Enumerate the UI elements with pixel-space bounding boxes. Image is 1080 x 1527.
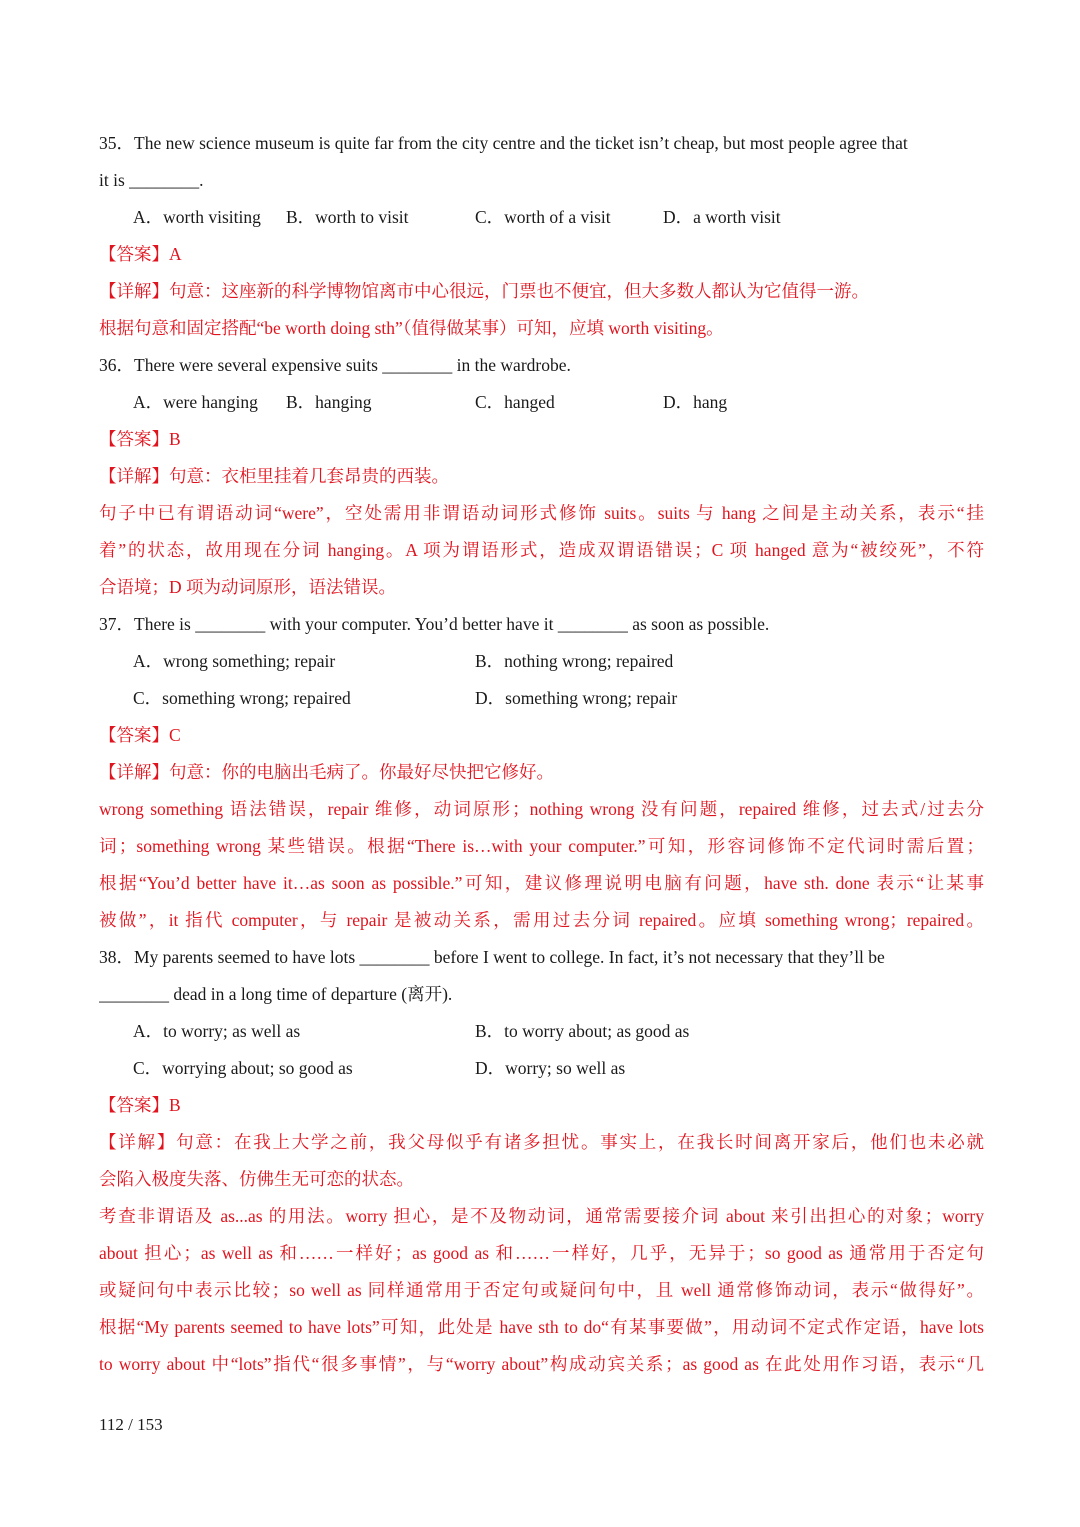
explanation-line: 考查非谓语及 as...as 的用法。worry 担心，是不及物动词，通常需要接介词 about 来引出担心的对象；worry — [99, 1206, 984, 1226]
option-row — [99, 1013, 984, 1050]
option-c: C．worrying about; so good as — [133, 1058, 353, 1078]
question-stem: 36．There were several expensive suits ________ in the wardrobe. — [99, 355, 571, 375]
explanation-line: 【详解】句意：这座新的科学博物馆离市中心很远，门票也不便宜，但大多数人都认为它值得一游。 — [99, 281, 869, 301]
explanation-line: 着”的状态，故用现在分词 hanging。A 项为谓语形式，造成双谓语错误；C 项 hanged 意为“被绞死”，不符 — [99, 540, 984, 560]
answer-line: 【答案】B — [99, 1095, 181, 1115]
explanation-line: about 担心；as well as 和……一样好；as good as 和……一样好，几乎，无异于；so good as 通常用于否定句 — [99, 1243, 984, 1263]
option-b: B．to worry about; as good as — [475, 1021, 690, 1041]
question-stem: 38．My parents seemed to have lots ________ before I went to college. In fact, it’s not necessary that they’ll be — [99, 947, 885, 967]
explanation-line: 根据“You’d better have it…as soon as possible.”可知，建议修理说明电脑有问题，have sth. done 表示“让某事 — [99, 873, 984, 893]
option-row — [99, 1050, 984, 1087]
question-stem: it is ________. — [99, 170, 204, 190]
explanation-line: 词；something wrong 某些错误。根据“There is…with your computer.”可知，形容词修饰不定代词时需后置； — [99, 836, 984, 856]
option-c: C．something wrong; repaired — [133, 688, 351, 708]
question-stem: 35．The new science museum is quite far from the city centre and the ticket isn’t cheap, but most people agree that — [99, 133, 908, 153]
option-row — [99, 680, 984, 717]
option-row — [99, 199, 984, 236]
option-b: B．nothing wrong; repaired — [475, 651, 674, 671]
question-list — [99, 125, 984, 1383]
answer-line: 【答案】A — [99, 244, 182, 264]
explanation-line: 根据“My parents seemed to have lots”可知，此处是 have sth to do“有某事要做”，用动词不定式作定语，have lots — [99, 1317, 984, 1337]
option-d: D．hang — [663, 392, 728, 412]
explanation-line: 句子中已有谓语动词“were”，空处需用非谓语动词形式修饰 suits。suits 与 hang 之间是主动关系，表示“挂 — [99, 503, 984, 523]
option-d: D．something wrong; repair — [475, 688, 678, 708]
option-c: C．hanged — [475, 392, 555, 412]
option-a: A．were hanging — [133, 392, 258, 412]
explanation-line: 或疑问句中表示比较；so well as 同样通常用于否定句或疑问句中，且 well 通常修饰动词，表示“做得好”。 — [99, 1280, 984, 1300]
option-c: C．worth of a visit — [475, 207, 611, 227]
explanation-line: 会陷入极度失落、仿佛生无可恋的状态。 — [99, 1169, 414, 1189]
explanation-line: 合语境；D 项为动词原形，语法错误。 — [99, 577, 397, 597]
explanation-line: 【详解】句意：你的电脑出毛病了。你最好尽快把它修好。 — [99, 762, 554, 782]
question-stem: ________ dead in a long time of departure (离开). — [99, 984, 453, 1004]
option-b: B．worth to visit — [286, 207, 409, 227]
explanation-line: to worry about 中“lots”指代“很多事情”，与“worry about”构成动宾关系；as good as 在此处用作习语，表示“几 — [99, 1354, 984, 1374]
option-a: A．wrong something; repair — [133, 651, 336, 671]
option-a: A．worth visiting — [133, 207, 261, 227]
option-b: B．hanging — [286, 392, 372, 412]
option-a: A．to worry; as well as — [133, 1021, 301, 1041]
explanation-line: 【详解】句意：在我上大学之前，我父母似乎有诸多担忧。事实上，在我长时间离开家后，他们也未必就 — [99, 1132, 984, 1152]
answer-line: 【答案】B — [99, 429, 181, 449]
option-d: D．worry; so well as — [475, 1058, 626, 1078]
option-row — [99, 643, 984, 680]
option-d: D．a worth visit — [663, 207, 781, 227]
explanation-line: 被做”，it 指代 computer，与 repair 是被动关系，需用过去分词 repaired。应填 something wrong；repaired。 — [99, 910, 984, 930]
explanation-line: 根据句意和固定搭配“be worth doing sth”（值得做某事）可知，应填 worth visiting。 — [99, 318, 724, 338]
question-stem: 37．There is ________ with your computer. You’d better have it ________ as soon as possible. — [99, 614, 770, 634]
option-row — [99, 384, 984, 421]
explanation-line: 【详解】句意：衣柜里挂着几套昂贵的西装。 — [99, 466, 449, 486]
answer-line: 【答案】C — [99, 725, 181, 745]
page-number: 112 / 153 — [99, 1415, 163, 1434]
explanation-line: wrong something 语法错误，repair 维修，动词原形；nothing wrong 没有问题，repaired 维修，过去式/过去分 — [99, 799, 984, 819]
